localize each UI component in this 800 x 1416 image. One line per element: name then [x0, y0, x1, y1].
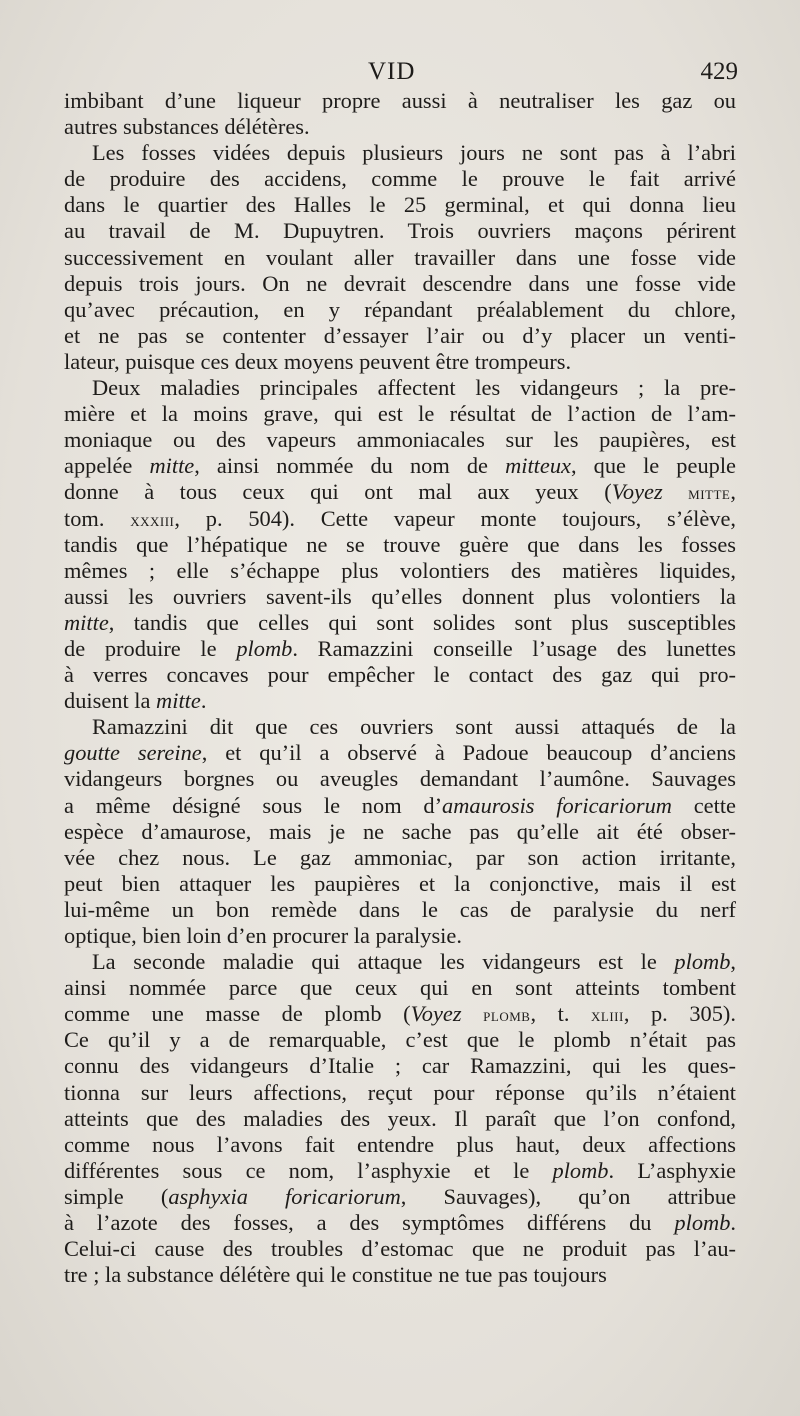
text-line: [64, 1080, 736, 1106]
text-run: espèce d’amaurose, mais je ne sache pas qu’elle ait été obser-: [64, 818, 736, 844]
text-run: .: [730, 1210, 736, 1236]
text-line: [64, 1262, 736, 1288]
text-run: à verres concaves pour empêcher le contact des gaz qui pro-: [64, 662, 736, 688]
text-run: appelée: [64, 453, 150, 479]
text-run: Deux maladies principales affectent les vidangeurs ; la pre-: [92, 375, 736, 401]
text-line: [64, 636, 736, 662]
text-run: [663, 479, 688, 504]
text-run: tionna sur leurs affections, reçut pour réponse qu’ils n’étaient: [64, 1079, 736, 1105]
italic-text: amaurosis foricariorum: [442, 792, 672, 818]
text-run: lateur, puisque ces deux moyens peuvent être trompeurs.: [64, 348, 572, 374]
paragraph: [64, 140, 736, 375]
text-run: aussi les ouvriers savent-ils qu’elles donnent plus volontiers la: [64, 583, 736, 609]
text-line: [64, 1027, 736, 1053]
page-number: 429: [700, 58, 738, 85]
text-run: ,: [730, 479, 736, 505]
text-run: . L’asphyxie: [608, 1157, 736, 1183]
text-line: [64, 897, 736, 923]
text-line: [64, 349, 736, 375]
text-line: [64, 1132, 736, 1158]
text-line: [64, 975, 736, 1001]
paragraph: [64, 88, 736, 140]
text-run: La seconde maladie qui attaque les vidangeurs est le: [92, 949, 675, 975]
text-line: [64, 245, 736, 271]
running-head: VID: [368, 58, 416, 85]
italic-text: mitteux: [505, 453, 571, 479]
text-run: simple (: [64, 1183, 169, 1209]
text-run: moniaque ou des vapeurs ammoniacales sur les paupières, est: [64, 427, 736, 453]
text-run: , ainsi nommée du nom de: [194, 453, 506, 479]
text-line: [64, 793, 736, 819]
text-run: cette: [671, 792, 736, 818]
italic-text: plomb: [674, 949, 731, 975]
small-caps-text: xliii: [591, 1005, 624, 1027]
text-line: [64, 453, 736, 479]
text-line: [64, 740, 736, 766]
text-line: [64, 1106, 736, 1132]
italic-text: Voyez: [611, 479, 663, 505]
text-run: peut bien attaquer les paupières et la conjonctive, mais il est: [64, 870, 736, 896]
text-line: [64, 218, 736, 244]
text-line: [64, 845, 736, 871]
text-line: [64, 610, 736, 636]
italic-text: Voyez: [410, 1001, 462, 1027]
italic-text: plomb: [552, 1157, 609, 1183]
text-line: [64, 375, 736, 401]
text-run: et ne pas se contenter d’essayer l’air ou d’y placer un venti-: [64, 322, 736, 348]
text-run: , et qu’il a observé à Padoue beaucoup d’anciens: [201, 740, 736, 766]
text-line: [64, 114, 736, 140]
text-run: .: [200, 688, 207, 714]
text-line: [64, 1184, 736, 1210]
text-run: successivement en voulant aller travailler dans une fosse vide: [64, 244, 736, 270]
text-run: donne à tous ceux qui ont mal aux yeux (: [64, 479, 612, 505]
text-line: [64, 479, 736, 505]
italic-text: plomb: [674, 1210, 731, 1236]
text-run: . Ramazzini conseille l’usage des lunettes: [292, 635, 736, 661]
text-run: Ramazzini dit que ces ouvriers sont aussi attaqués de la: [92, 714, 736, 740]
paragraph: [64, 949, 736, 1288]
text-run: dans le quartier des Halles le 25 germinal, et qui donna lieu: [64, 192, 736, 218]
text-line: [64, 427, 736, 453]
text-run: depuis trois jours. On ne devrait descendre dans une fosse vide: [64, 270, 736, 296]
text-line: [64, 1158, 736, 1184]
text-line: [64, 323, 736, 349]
body-text: [64, 88, 736, 1288]
text-run: [462, 1001, 484, 1026]
italic-text: mitte: [64, 609, 109, 635]
text-line: [64, 766, 736, 792]
page-header: [0, 58, 800, 92]
text-run: tom.: [64, 505, 131, 531]
text-line: [64, 88, 736, 114]
text-line: [64, 1053, 736, 1079]
text-run: connu des vidangeurs d’Italie ; car Ramazzini, qui les ques-: [64, 1053, 736, 1079]
text-line: [64, 1001, 736, 1027]
text-run: lui-même un bon remède dans le cas de paralysie du nerf: [64, 896, 736, 922]
text-line: [64, 949, 736, 975]
text-run: tandis que l’hépatique ne se trouve guère que dans les fosses: [64, 531, 736, 557]
text-run: ,: [730, 949, 736, 975]
text-run: atteints que des maladies des yeux. Il paraît que l’on confond,: [64, 1105, 736, 1131]
text-line: [64, 271, 736, 297]
text-run: a même désigné sous le nom d’: [64, 792, 443, 818]
text-line: [64, 584, 736, 610]
text-line: [64, 297, 736, 323]
text-run: vée chez nous. Le gaz ammoniac, par son action irritante,: [64, 844, 736, 870]
text-line: [64, 819, 736, 845]
italic-text: goutte sereine: [64, 740, 202, 766]
small-caps-text: plomb: [483, 1005, 531, 1027]
text-run: mière et la moins grave, qui est le résultat de l’action de l’am-: [64, 401, 736, 427]
text-run: comme une masse de plomb (: [64, 1001, 411, 1027]
text-line: [64, 558, 736, 584]
text-line: [64, 192, 736, 218]
text-run: Celui-ci cause des troubles d’estomac que ne produit pas l’au-: [64, 1236, 736, 1262]
text-line: [64, 688, 736, 714]
text-run: , t.: [530, 1001, 591, 1027]
text-line: [64, 166, 736, 192]
text-run: , que le peuple: [570, 453, 736, 479]
italic-text: asphyxia foricariorum: [168, 1183, 401, 1209]
small-caps-text: xxxiii: [130, 509, 175, 531]
italic-text: mitte: [149, 453, 195, 479]
italic-text: mitte: [156, 688, 201, 714]
text-run: ainsi nommée parce que ceux qui en sont atteints tombent: [64, 975, 736, 1001]
text-line: [64, 662, 736, 688]
text-run: de produire des accidens, comme le prouve le fait arrivé: [64, 166, 736, 192]
text-run: Les fosses vidées depuis plusieurs jours ne sont pas à l’abri: [92, 140, 736, 166]
text-run: mêmes ; elle s’échappe plus volontiers des matières liquides,: [64, 557, 736, 583]
text-run: tre ; la substance délétère qui le constitue ne tue pas toujours: [64, 1262, 607, 1288]
text-run: qu’avec précaution, en y répandant préalablement du chlore,: [64, 296, 736, 322]
text-run: de produire le: [64, 635, 237, 661]
text-run: , Sauvages), qu’on attribue: [400, 1183, 737, 1209]
text-line: [64, 923, 736, 949]
text-run: , p. 504). Cette vapeur monte toujours, s’élève,: [174, 505, 736, 531]
text-run: , tandis que celles qui sont solides sont plus susceptibles: [108, 609, 736, 635]
text-line: [64, 506, 736, 532]
text-run: duisent la: [64, 688, 157, 714]
text-run: à l’azote des fosses, a des symptômes différens du: [64, 1210, 675, 1236]
text-line: [64, 140, 736, 166]
paragraph: [64, 375, 736, 714]
text-line: [64, 401, 736, 427]
text-run: imbibant d’une liqueur propre aussi à neutraliser les gaz ou: [64, 88, 736, 113]
italic-text: plomb: [236, 635, 293, 661]
small-caps-text: mitte: [688, 483, 731, 505]
text-run: vidangeurs borgnes ou aveugles demandant l’aumône. Sauvages: [64, 766, 736, 792]
text-run: , p. 305).: [623, 1001, 736, 1027]
text-line: [64, 1236, 736, 1262]
text-line: [64, 532, 736, 558]
text-run: autres substances délétères.: [64, 114, 310, 140]
text-run: comme nous l’avons fait entendre plus haut, deux affections: [64, 1131, 736, 1157]
text-run: optique, bien loin d’en procurer la paralysie.: [64, 923, 462, 948]
text-line: [64, 714, 736, 740]
text-run: différentes sous ce nom, l’asphyxie et le: [64, 1157, 553, 1183]
text-run: Ce qu’il y a de remarquable, c’est que le plomb n’était pas: [64, 1027, 736, 1053]
text-line: [64, 871, 736, 897]
text-run: au travail de M. Dupuytren. Trois ouvriers maçons périrent: [64, 218, 736, 244]
paragraph: [64, 714, 736, 949]
text-line: [64, 1210, 736, 1236]
